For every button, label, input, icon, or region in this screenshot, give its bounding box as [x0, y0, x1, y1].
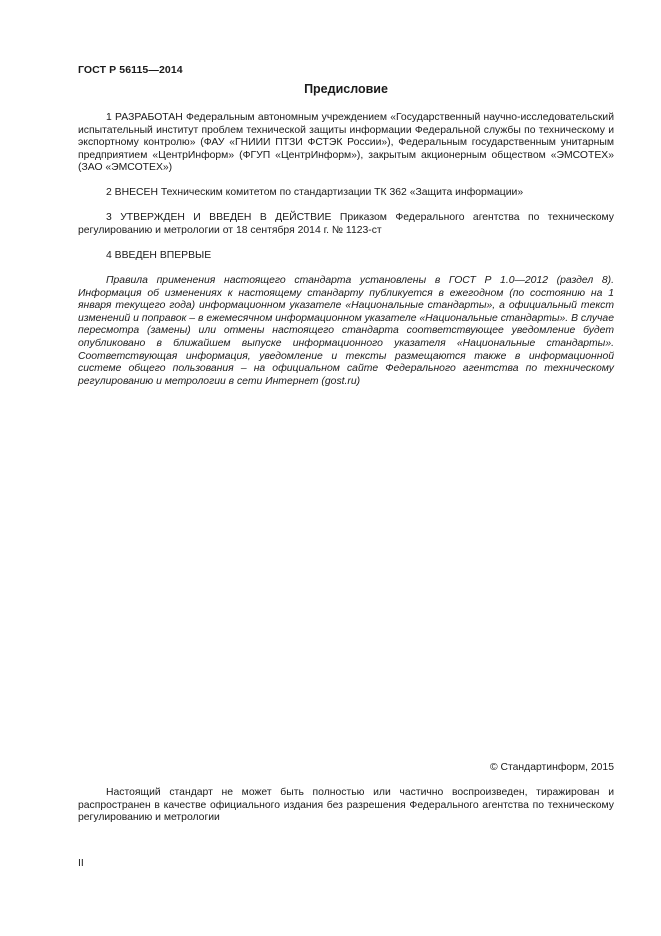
paragraph-introduced: 2 ВНЕСЕН Техническим комитетом по стандартизации ТК 362 «Защита информации» [106, 187, 524, 198]
page-number: II [78, 858, 84, 869]
document-header-code: ГОСТ Р 56115—2014 [78, 64, 183, 76]
paragraph-rules: Правила применения настоящего стандарта установлены в ГОСТ Р 1.0—2012 (раздел 8). Информация об изменениях к настоящему стандарту публикуется в ежегодном (по состоянию на 1 января текущего года) информационном указателе «Национальные стандарты», а официальный текст изменений и поправок – в ежемесячном информационном указателе «Национальные стандарты». В случае пересмотра (замены) или отмены настоящего стандарта соответствующее уведомление будет опубликовано в ближайшем выпуске информационного указателя «Национальные стандарты». Соответствующая информация, уведомление и тексты размещаются также в информационной системе общего пользования – на официальном сайте Федерального агентства по техническому регулированию и метрологии в сети Интернет (gost.ru) [78, 275, 614, 387]
paragraph-developed: 1 РАЗРАБОТАН Федеральным автономным учреждением «Государственный научно-исследовательский испытательный институт проблем технической защиты информации Федеральной службы по техническому и экспортному контролю» (ФАУ «ГНИИИ ПТЗИ ФСТЭК России»), Федеральным государственным унитарным предприятием «ЦентрИнформ» (ФГУП «ЦентрИнформ»), закрытым акционерным обществом «ЭМСОТЕХ» (ЗАО «ЭМСОТЕХ») [78, 112, 614, 174]
copyright-line: © Стандартинформ, 2015 [489, 762, 614, 773]
reproduction-notice: Настоящий стандарт не может быть полностью или частично воспроизведен, тиражирован и распространен в качестве официального издания без разрешения Федерального агентства по техническому регулированию и метрологии [78, 787, 614, 824]
paragraph-approved: 3 УТВЕРЖДЕН И ВВЕДЕН В ДЕЙСТВИЕ Приказом Федерального агентства по техническому регулированию и метрологии от 18 сентября 2014 г. № 1123-ст [78, 212, 614, 236]
paragraph-first-time: 4 ВВЕДЕН ВПЕРВЫЕ [106, 250, 212, 261]
page-title: Предисловие [304, 82, 388, 96]
